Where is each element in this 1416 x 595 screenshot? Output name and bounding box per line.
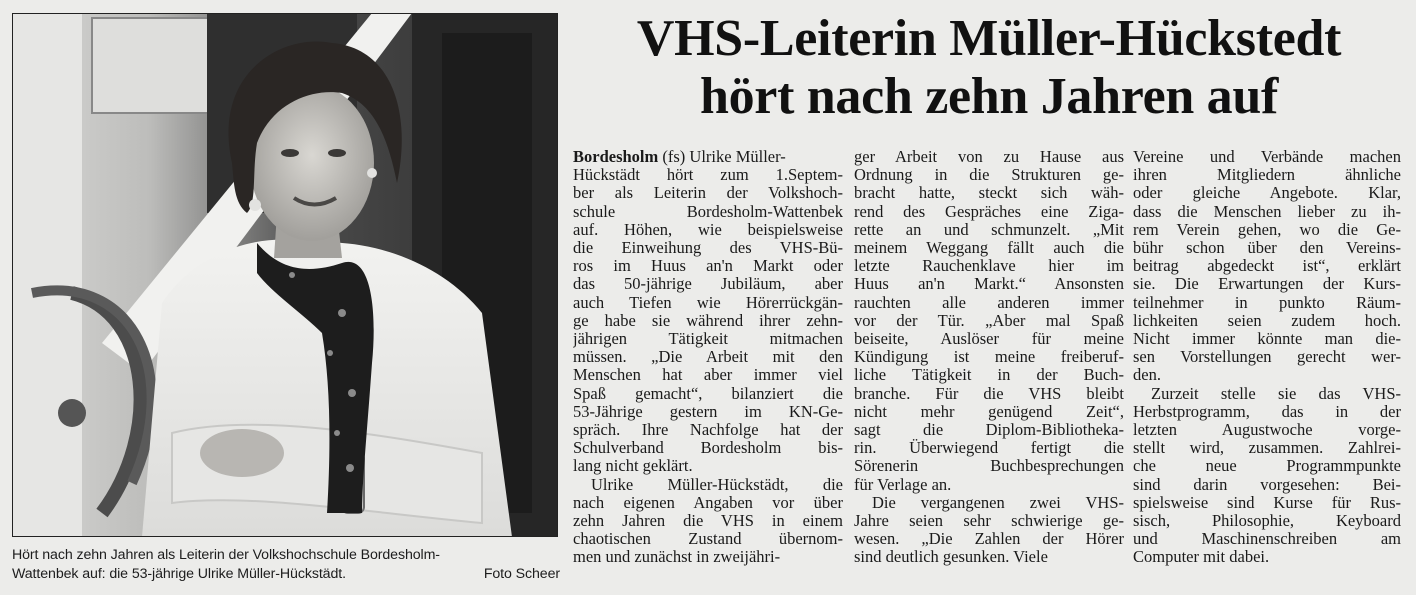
- article-line: dass die Menschen lieber zu ih-: [1133, 202, 1401, 221]
- article-line: für Verlage an.: [854, 475, 952, 494]
- article-line: teilnehmer in punkto Räum-: [1133, 293, 1401, 312]
- article-line: ihren Mitgliedern ähnliche: [1133, 166, 1401, 185]
- article-column-2: [854, 148, 1124, 567]
- article-line: lang nicht geklärt.: [573, 457, 693, 476]
- article-line: Sörenerin Buchbesprechungen: [854, 457, 1124, 476]
- article-line: branche. Für die VHS bleibt: [854, 384, 1124, 403]
- article-line: Spaß gemacht“, bilanziert die: [573, 384, 843, 403]
- article-line: rend des Gespräches eine Ziga-: [854, 202, 1124, 221]
- article-line: Die vergangenen zwei VHS-: [872, 493, 1124, 512]
- article-line: Zurzeit stelle sie das VHS-: [1151, 384, 1401, 403]
- article-line: Ordnung in die Strukturen ge-: [854, 166, 1124, 185]
- photo-credit: Foto Scheer: [483, 566, 560, 582]
- article-line: beiseite, Auslöser für meine: [854, 330, 1124, 349]
- article-line: nicht mehr genügend Zeit“,: [854, 402, 1124, 421]
- article-line: stellt wird, zusammen. Zahlrei-: [1133, 439, 1401, 458]
- article-line: Schulverband Bordesholm bis-: [573, 439, 843, 458]
- article-line: Computer mit dabei.: [1133, 548, 1270, 567]
- article-line: nach eigenen Angaben vor über: [573, 493, 843, 512]
- article-line: rette an und schmunzelt. „Mit: [854, 220, 1124, 239]
- article-line: sie. Die Erwartungen der Kurs-: [1133, 275, 1401, 294]
- article-line: Kündigung ist meine freiberuf-: [854, 348, 1124, 367]
- headline: [566, 10, 1412, 126]
- article-line: 53-Jährige gestern im KN-Ge-: [573, 402, 843, 421]
- article-line: rem Verein gehen, wo die Ge-: [1133, 220, 1401, 239]
- article-line: ber als Leiterin der Volkshoch-: [573, 184, 843, 203]
- article-line: Huus an'n Markt.“ Ansonsten: [854, 275, 1124, 294]
- article-line-text: (fs) Ulrike Müller-: [658, 148, 786, 166]
- article-column-3: [1133, 148, 1401, 567]
- article-line: bühr schon über den Vereins-: [1133, 239, 1401, 258]
- article-line: die Einweihung des VHS-Bü-: [573, 239, 843, 258]
- headline-line-1: VHS-Leiterin Müller-Hückstedt: [636, 10, 1342, 67]
- article-line: sisch, Philosophie, Keyboard: [1133, 512, 1401, 531]
- article-line: letzten Augustwoche vorge-: [1133, 421, 1401, 440]
- article-line: sen Vorstellungen gerecht wer-: [1133, 348, 1401, 367]
- article-line: den.: [1133, 366, 1161, 385]
- article-line: Nicht immer könnte man die-: [1133, 330, 1401, 349]
- article-line: men und zunächst in zweijähri-: [573, 548, 781, 567]
- article-line: ger Arbeit von zu Hause aus: [854, 148, 1124, 166]
- article-line: beitrag abgedeckt ist“, erklärt: [1133, 257, 1401, 276]
- article-line: Jahre seien sehr schwierige ge-: [854, 512, 1124, 531]
- article-line: ge habe sie während ihrer zehn-: [573, 311, 843, 330]
- article-line: wesen. „Die Zahlen der Hörer: [854, 530, 1124, 549]
- article-line: das 50-jährige Jubiläum, aber: [573, 275, 843, 294]
- article-line: meinem Weggang fällt auch die: [854, 239, 1124, 258]
- article-line: vor der Tür. „Aber mal Spaß: [854, 311, 1124, 330]
- article-line: müssen. „Die Arbeit mit den: [573, 348, 843, 367]
- article-line: Hückstädt hört zum 1.Septem-: [573, 166, 843, 185]
- article-line: sind deutlich gesunken. Viele: [854, 548, 1048, 567]
- article-line: chaotischen Zustand übernom-: [573, 530, 843, 549]
- photo-caption: [12, 546, 560, 584]
- article-line: letzte Rauchenklave hier im: [854, 257, 1124, 276]
- article-line: jährigen Tätigkeit mitmachen: [573, 330, 843, 349]
- article-line: [573, 148, 843, 166]
- article-line: Herbstprogramm, das in der: [1133, 402, 1401, 421]
- article-line: zehn Jahren die VHS in einem: [573, 512, 843, 531]
- article-line: ros im Huus an'n Markt oder: [573, 257, 843, 276]
- article-line: liche Tätigkeit in der Buch-: [854, 366, 1124, 385]
- article-line: Ulrike Müller-Hückstädt, die: [591, 475, 843, 494]
- article-line: spielsweise sind Kurse für Rus-: [1133, 493, 1401, 512]
- article-line: schule Bordesholm-Wattenbek: [573, 202, 843, 221]
- article-line: rin. Überwiegend fertigt die: [854, 439, 1124, 458]
- article-line: sagt die Diplom-Bibliotheka-: [854, 421, 1124, 440]
- article-line: lichkeiten seien zudem hoch.: [1133, 311, 1401, 330]
- article-line: oder gleiche Angebote. Klar,: [1133, 184, 1401, 203]
- article-line: che neue Programmpunkte: [1133, 457, 1401, 476]
- headline-line-2: hört nach zehn Jahren auf: [699, 68, 1279, 125]
- article-line: Vereine und Verbände machen: [1133, 148, 1401, 166]
- article-line: Menschen hat aber immer viel: [573, 366, 843, 385]
- caption-line-2-text: Wattenbek auf: die 53-jährige Ulrike Müller-Hückstädt.: [12, 566, 346, 582]
- article-line: spräch. Ihre Nachfolge hat der: [573, 421, 843, 440]
- article-line: auf. Höhen, wie beispielsweise: [573, 220, 843, 239]
- portrait-photo-icon: [12, 13, 558, 537]
- article-line: auch Tiefen wie Hörerrückgän-: [573, 293, 843, 312]
- caption-line-2: [12, 565, 560, 584]
- article-line: sind darin vorgesehen: Bei-: [1133, 475, 1401, 494]
- portrait-photo: [12, 13, 558, 537]
- caption-line-1: Hört nach zehn Jahren als Leiterin der Volkshochschule Bordesholm-: [12, 547, 440, 563]
- article-line: bracht hatte, steckt sich wäh-: [854, 184, 1124, 203]
- article-line: und Maschinenschreiben am: [1133, 530, 1401, 549]
- article-column-1: [573, 148, 843, 567]
- article-line: rauchten alle anderen immer: [854, 293, 1124, 312]
- dateline: Bordesholm: [573, 148, 659, 166]
